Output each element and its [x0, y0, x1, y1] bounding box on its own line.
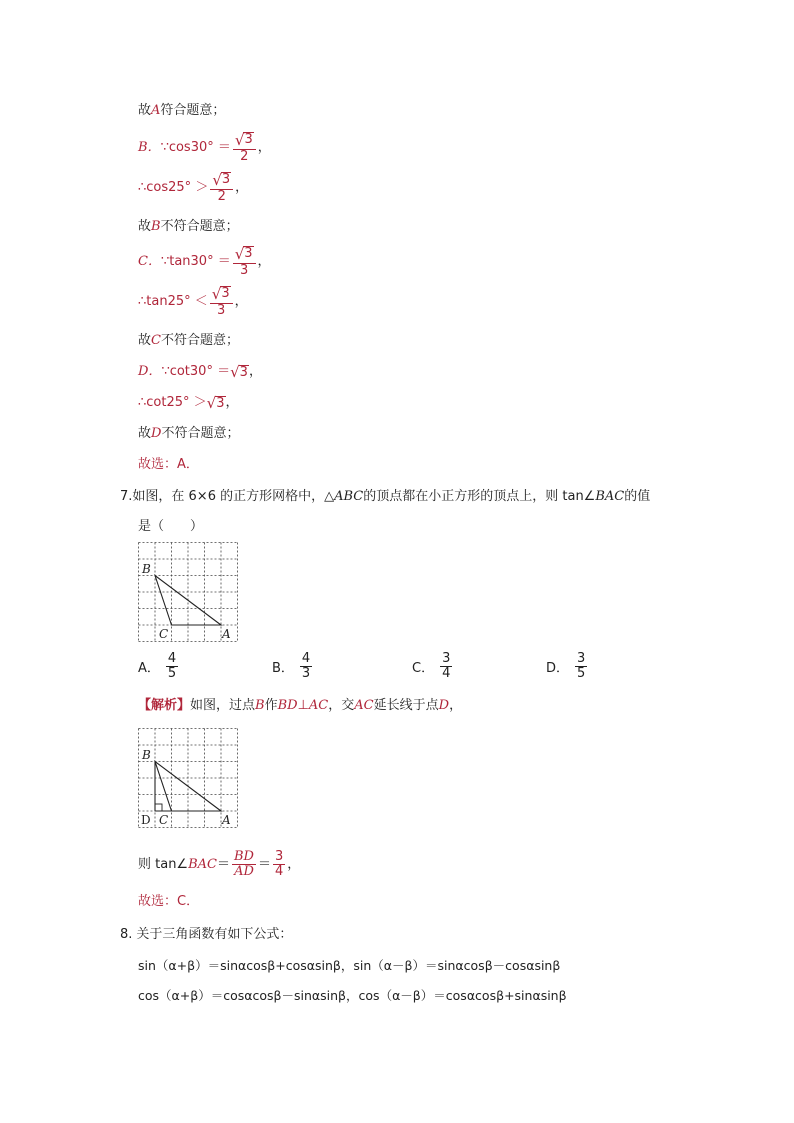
label-b: B	[142, 748, 151, 762]
label-c: C	[159, 813, 169, 827]
q7-stem: 7. 如图，在 6×6 的正方形网格中，△ ABC 的顶点都在小正方形的顶点上，则 tan∠ BAC 的值	[120, 489, 651, 504]
text: ∵cos30° ＝	[160, 139, 231, 155]
label-d: D	[141, 813, 151, 827]
var-b: B	[151, 219, 161, 234]
line-d-cot30: D． ∵cot30° ＝ √ 3 ，	[138, 363, 262, 381]
line-d-cot25: ∴cot25° ＞ √ 3 ，	[138, 394, 239, 412]
answer-q6: 故选：A．	[138, 457, 199, 472]
sqrt: √ 3	[230, 363, 248, 381]
answer-q7: 故选：C．	[138, 894, 200, 909]
text: 故	[138, 103, 152, 118]
label-c: C	[159, 627, 169, 641]
var-d: D	[151, 426, 162, 441]
line-c-conclusion: 故 C 不符合题意；	[138, 333, 239, 348]
choice-d[interactable]: D． $\frac{3}{5}$	[546, 651, 586, 681]
q7-choices	[138, 652, 598, 686]
label-b: B	[142, 562, 151, 576]
q7-analysis-figure	[138, 728, 238, 828]
text: ∴cos25° ＞	[138, 179, 209, 195]
option-c-label: C．	[138, 253, 161, 269]
fraction-3-4: $\frac{3}{4}$	[275, 849, 284, 879]
line-b-cos25	[138, 172, 248, 204]
analysis-tag: 【解析】	[138, 698, 191, 713]
option-d-label: D．	[138, 364, 162, 379]
q7-stem-line2: 是（ ）	[138, 519, 204, 534]
text: ，	[257, 139, 271, 155]
var-c: C	[151, 333, 161, 348]
option-b-label: B．	[138, 139, 161, 155]
text: ，	[235, 179, 249, 195]
choice-a[interactable]: A． $\frac{4}{5}$	[138, 651, 177, 681]
q7-grid-figure	[138, 542, 238, 642]
choice-b[interactable]: B． $\frac{4}{3}$	[272, 651, 311, 681]
line-c-tan30: C． ∵tan30° ＝ √ 3 3 ，	[138, 244, 271, 278]
text: 符合题意；	[160, 103, 226, 118]
fraction: √ 3 3	[210, 286, 233, 318]
fraction: √ 3 2	[233, 132, 256, 164]
line-c-tan25: ∴tan25° ＜ √ 3 3 ，	[138, 284, 248, 318]
choice-c[interactable]: C． $\frac{3}{4}$	[412, 651, 451, 681]
line-a-conclusion	[138, 102, 225, 120]
label-a: A	[222, 627, 231, 641]
line-b-conclusion: 故 B 不符合题意；	[138, 219, 239, 234]
var-a: A	[151, 103, 161, 118]
fraction-bd-ad: $\frac{BD}{AD}$	[234, 849, 254, 879]
q7-number: 7.	[120, 489, 133, 504]
q7-result: 则 tan∠ BAC ＝ $\frac{BD}{AD}$ ＝ $\frac{3}{4}$ ，	[138, 849, 301, 879]
q8-stem: 8. 关于三角函数有如下公式：	[120, 927, 293, 942]
q8-formula-sin: sin（α+β）＝sinαcosβ+cosαsinβ，sin（α－β）＝sinαcosβ－cosαsinβ	[138, 958, 561, 973]
right-angle-mark	[155, 804, 162, 811]
q8-number: 8.	[120, 927, 133, 942]
q8-formula-cos: cos（α+β）＝cosαcosβ－sinαsinβ，cos（α－β）＝cosαcosβ+sinαsinβ	[138, 988, 567, 1003]
fraction: √ 3 3	[233, 246, 256, 278]
q7-analysis: 【解析】 如图，过点 B 作 BD ⊥ AC ，交 AC 延长线于点 D ，	[138, 698, 463, 713]
fraction: √ 3 2	[210, 172, 233, 204]
label-a: A	[222, 813, 231, 827]
line-b-cos30	[138, 132, 271, 164]
sqrt: √ 3	[206, 394, 225, 412]
line-d-conclusion: 故 D 不符合题意；	[138, 426, 240, 441]
